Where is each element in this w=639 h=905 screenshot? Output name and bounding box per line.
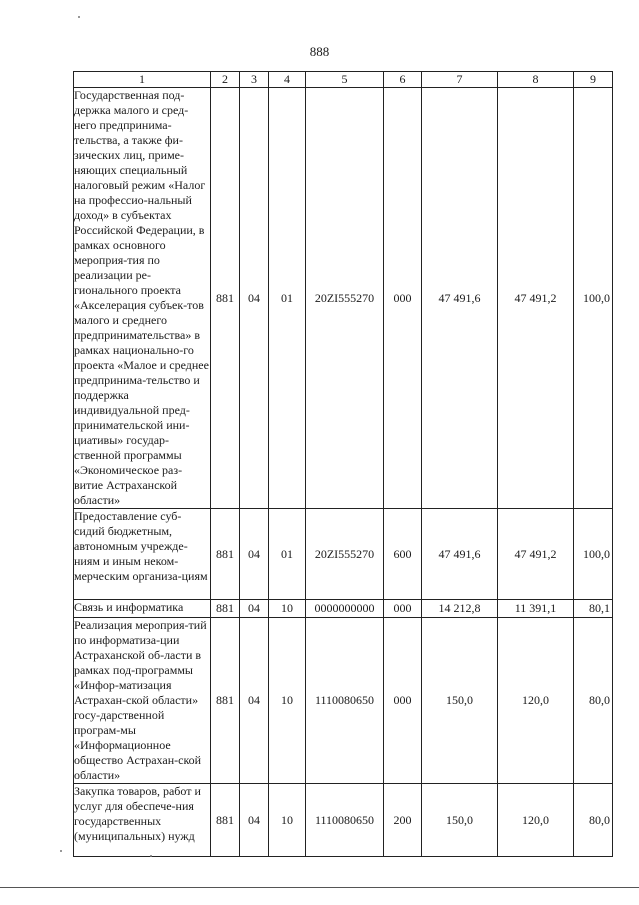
cell-col-6: 000 (384, 600, 422, 618)
cell-col-9: 80,1 (574, 600, 613, 618)
cell-col-9: 80,0 (574, 784, 613, 857)
cell-col-3: 04 (240, 88, 269, 509)
cell-col-5: 1110080650 (306, 784, 384, 857)
table-row (74, 88, 613, 509)
cell-col-6: 200 (384, 784, 422, 857)
column-header: 5 (306, 72, 384, 88)
cell-col-5: 20ZI555270 (306, 509, 384, 600)
cell-col-2: 881 (211, 88, 240, 509)
cell-col-6: 600 (384, 509, 422, 600)
cell-col-6: 000 (384, 88, 422, 509)
column-header: 1 (74, 72, 211, 88)
cell-col-4: 01 (269, 509, 306, 600)
column-header: 4 (269, 72, 306, 88)
cell-col-9: 80,0 (574, 618, 613, 784)
cell-col-4: 01 (269, 88, 306, 509)
cell-col-3: 04 (240, 618, 269, 784)
cell-col-4: 10 (269, 618, 306, 784)
row-description: Предоставление суб-сидий бюджетным, автономным учрежде-ниям и иным неком-мерческим организа-циям (74, 509, 211, 600)
cell-col-7: 47 491,6 (422, 509, 498, 600)
table-row (74, 509, 613, 600)
cell-col-3: 04 (240, 509, 269, 600)
cell-col-7: 14 212,8 (422, 600, 498, 618)
page-number: 888 (309, 44, 330, 59)
cell-col-8: 11 391,1 (498, 600, 574, 618)
cell-col-2: 881 (211, 600, 240, 618)
cell-col-7: 47 491,6 (422, 88, 498, 509)
scan-speck (60, 850, 62, 852)
column-header: 9 (574, 72, 613, 88)
scan-speck (78, 16, 80, 18)
budget-table (73, 71, 613, 857)
cell-col-9: 100,0 (574, 509, 613, 600)
cell-col-8: 120,0 (498, 618, 574, 784)
cell-col-6: 000 (384, 618, 422, 784)
cell-col-2: 881 (211, 618, 240, 784)
cell-col-5: 1110080650 (306, 618, 384, 784)
cell-col-7: 150,0 (422, 618, 498, 784)
cell-col-5: 0000000000 (306, 600, 384, 618)
cell-col-3: 04 (240, 784, 269, 857)
cell-col-8: 47 491,2 (498, 509, 574, 600)
column-header: 7 (422, 72, 498, 88)
cell-col-7: 150,0 (422, 784, 498, 857)
table-row (74, 618, 613, 784)
column-header: 6 (384, 72, 422, 88)
table-row (74, 784, 613, 857)
row-description: Связь и информатика (74, 600, 211, 618)
table-row (74, 600, 613, 618)
cell-col-2: 881 (211, 784, 240, 857)
cell-col-9: 100,0 (574, 88, 613, 509)
column-header: 8 (498, 72, 574, 88)
cell-col-3: 04 (240, 600, 269, 618)
column-header: 3 (240, 72, 269, 88)
row-description: Реализация мероприя-тий по информатиза-ции Астраханской об-ласти в рамках под-программы «Инфор-матизация Астрахан-ской области» госу-дарственной програм-мы «Информационное общество Астрахан-ской области» (74, 618, 211, 784)
cell-col-8: 120,0 (498, 784, 574, 857)
column-header: 2 (211, 72, 240, 88)
cell-col-4: 10 (269, 600, 306, 618)
cell-col-8: 47 491,2 (498, 88, 574, 509)
cell-col-4: 10 (269, 784, 306, 857)
cell-col-5: 20ZI555270 (306, 88, 384, 509)
row-description: Закупка товаров, работ и услуг для обеспече-ния государственных (муниципальных) нужд (74, 784, 211, 857)
row-description: Государственная под-держка малого и сред-него предпринима-тельства, а также фи-зических лиц, приме-няющих специальный налоговый режим «Налог на профессио-нальный доход» в субъектах Российской Федерации, в рамках основного мероприя-тия по реализации ре-гионального проекта «Акселерация субъек-тов малого и среднего предпринимательства» в рамках национально-го проекта «Малое и среднее предпринима-тельство и поддержка индивидуальной пред-принимательской ини-циативы» государ-ственной программы «Экономическое раз-витие Астраханской области» (74, 88, 209, 507)
table-header-row (74, 72, 613, 88)
cell-col-2: 881 (211, 509, 240, 600)
scan-edge-line (0, 887, 639, 888)
scan-speck (150, 855, 152, 857)
